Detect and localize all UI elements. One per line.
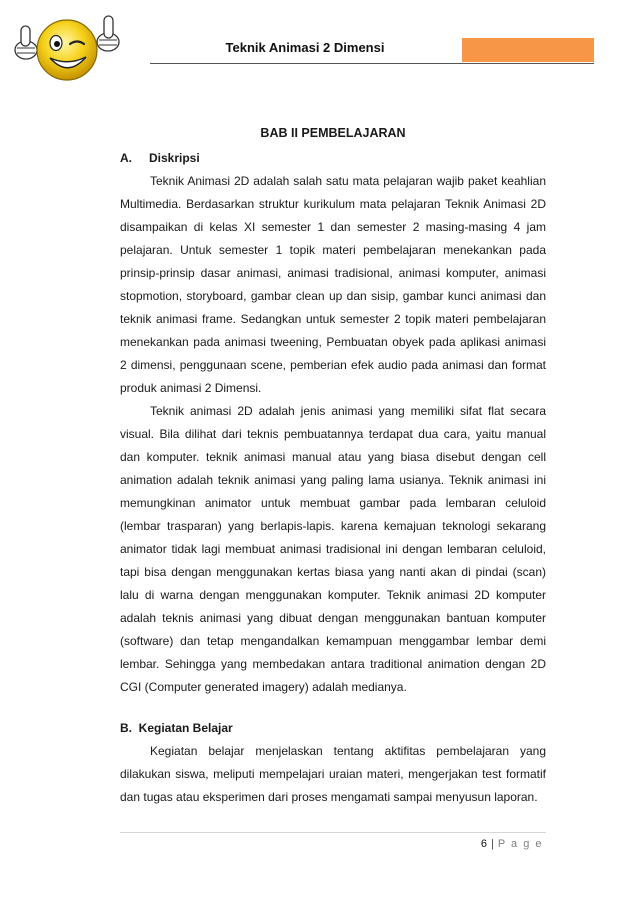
header-title: Teknik Animasi 2 Dimensi xyxy=(225,40,385,55)
section-a-paragraph-1: Teknik Animasi 2D adalah salah satu mata pelajaran wajib paket keahlian Multimedia. Berdasarkan struktur kurikulum mata pelajaran Teknik Animasi 2D disampaikan di kelas XI semester 1 dan semester 2 masing-masing 4 jam pelajaran. Untuk semester 1 topik materi pembelajaran menekankan pada prinsip-prinsip dasar animasi, animasi tradisional, animasi komputer, animasi stopmotion, storyboard, gambar clean up dan sisip, gambar kunci animasi dan teknik animasi frame. Sedangkan untuk semester 2 topik materi pembelajaran menekankan pada animasi tweening, Pembuatan obyek pada aplikasi animasi 2 dimensi, penggunaan scene, pemberian efek audio pada animasi dan format produk animasi 2 Dimensi. xyxy=(120,174,546,395)
section-b-paragraph-1: Kegiatan belajar menjelaskan tentang aktifitas pembelajaran yang dilakukan siswa, meliputi mempelajari uraian materi, mengerjakan test formatif dan tugas atau eksperimen dari proses mengamati sampai menyusun laporan. xyxy=(120,744,546,804)
section-a-heading xyxy=(120,147,546,170)
page-label: P a g e xyxy=(497,838,543,850)
section-b-number: B. xyxy=(120,721,132,735)
section-a-title: Diskripsi xyxy=(149,151,200,165)
section-a-number: A. xyxy=(120,151,132,165)
section-a-paragraph-2: Teknik animasi 2D adalah jenis animasi yang memiliki sifat flat secara visual. Bila dilihat dari teknis pembuatannya terdapat dua cara, yaitu manual dan komputer. teknik animasi manual atau yang biasa disebut dengan cell animation adalah teknik animasi yang paling lama usianya. Teknik animasi ini memungkinan animator untuk membuat gambar pada lembaran celuloid (lembar trasparan) yang berlapis-lapis. karena kemajuan teknologi sekarang animator tidak lagi membuat animasi tradisional ini dengan lembaran celuloid, tapi bisa dengan menggunakan kertas biasa yang nanti akan di pindai (scan) lalu di warna dengan menggunakan komputer. Teknik animasi 2D komputer adalah teknis animasi yang dibuat dengan menggunakan bantuan komputer (software) dan tetap mengandalkan kemampuan menggambar lembar demi lembar. Sehingga yang membedakan antara traditional animation dengan 2D CGI (Computer generated imagery) adalah medianya. xyxy=(120,404,546,694)
page-number: 6 xyxy=(480,838,487,850)
header-divider xyxy=(150,63,594,64)
footer-separator: | xyxy=(490,838,494,850)
page-footer xyxy=(481,838,543,850)
section-b-title: Kegiatan Belajar xyxy=(138,721,233,735)
header-accent-box xyxy=(462,38,594,62)
main-content xyxy=(120,122,546,809)
smiley-thumbs-up-icon xyxy=(8,8,126,88)
footer-divider xyxy=(120,832,546,833)
chapter-title: BAB II PEMBELAJARAN xyxy=(260,126,406,140)
section-b-heading xyxy=(120,717,546,740)
